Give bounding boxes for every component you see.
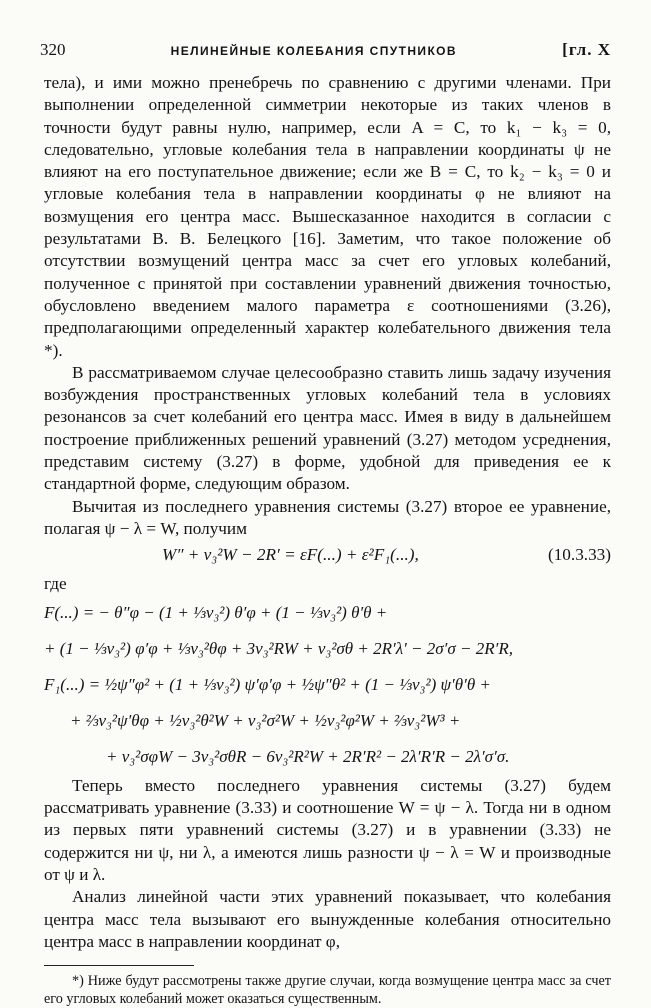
paragraph-2: В рассматриваемом случае целесообразно ставить лишь задачу изучения возбуждения пространственных угловых колебаний тела в условиях резонансов за счет колебаний его центра масс. Имея в виду в дальнейшем построение приближенных решений уравнений (3.27) методом усреднения, представим систему (3.27) в форме, удобной для приведения ее к стандартной форме, следующим образом.	[44, 362, 611, 494]
paragraph-3: Вычитая из последнего уравнения системы (3.27) второе ее уравнение, полагая ψ − λ = W, получим	[44, 496, 611, 538]
formula-line-5: + ν₃²σφW − 3ν₃²σθR − 6ν₃²R²W + 2R′R² − 2λ′R′R − 2λ′σ′σ.	[106, 746, 510, 766]
formula-line-1: F(...) = − θ″φ − (1 + ⅓ν₃²) θ′φ + (1 − ⅓ν₃²) θ′θ +	[44, 602, 388, 622]
equation-10-3-33	[44, 544, 611, 566]
equation-number: (10.3.33)	[547, 545, 611, 565]
paragraph-4: Теперь вместо последнего уравнения системы (3.27) будем рассматривать уравнение (3.33) и соотношение W = ψ − λ. Тогда ни в одном из первых пяти уравнений системы (3.27) и в уравнении (3.33) не содержится ни ψ, ни λ, а имеются лишь разности ψ − λ = W и производные от ψ и λ.	[44, 775, 611, 885]
chapter-label: [гл. X	[562, 40, 611, 59]
paragraph-5: Анализ линейной части этих уравнений показывает, что колебания центра масс тела вызывают его вынужденные колебания относительно центра масс в направлении координат φ,	[44, 887, 611, 951]
formula-line-4: + ⅔ν₃²ψ′θφ + ½ν₃²θ²W + ν₃²σ²W + ½ν₃²φ²W + ⅔ν₃²W³ +	[70, 710, 461, 730]
formula-line-3: F₁(...) = ½ψ″φ² + (1 + ⅓ν₃²) ψ′φ′φ + ½ψ″θ² + (1 − ⅓ν₃²) ψ′θ′θ +	[44, 674, 491, 694]
paragraph-1: тела), и ими можно пренебречь по сравнению с другими членами. При выполнении определенной симметрии некоторые из таких членов в точности будут равны нулю, например, если A = C, то k₁ − k₃ = 0, следовательно, угловые колебания тела в направлении координаты ψ не влияют на его поступательное движение; если же B = C, то k₂ − k₃ = 0 и угловые колебания тела в направлении координаты φ не влияют на возмущения его центра масс. Вышесказанное находится в согласии с результатами В. В. Белецкого [16]. Заметим, что такое положение об отсутствии возмущений центра масс за счет его угловых колебаний, полученное с принятой при составлении уравнений движения точностью, обусловлено введением малого параметра ε соотношениями (3.26), предполагающими определенный характер колебательного движения тела *).	[44, 73, 611, 360]
footnote: *) Ниже будут рассмотрены также другие случаи, когда возмущение центра масс за счет его угловых колебаний может оказаться существенным.	[44, 973, 611, 1008]
running-title: НЕЛИНЕЙНЫЕ КОЛЕБАНИЯ СПУТНИКОВ	[170, 44, 457, 58]
page-number: 320	[40, 40, 66, 59]
equation-text: W″ + ν₃²W − 2R′ = εF(...) + ε²F₁(...),	[162, 545, 419, 565]
formula-line-2: + (1 − ⅓ν₃²) φ′φ + ⅓ν₃²θφ + 3ν₃²RW + ν₃²σθ + 2R′λ′ − 2σ′σ − 2R′R,	[44, 638, 513, 658]
footnote-divider	[44, 965, 194, 966]
page-header	[40, 40, 611, 62]
page-body	[44, 72, 611, 1008]
where-label: где	[44, 573, 67, 593]
